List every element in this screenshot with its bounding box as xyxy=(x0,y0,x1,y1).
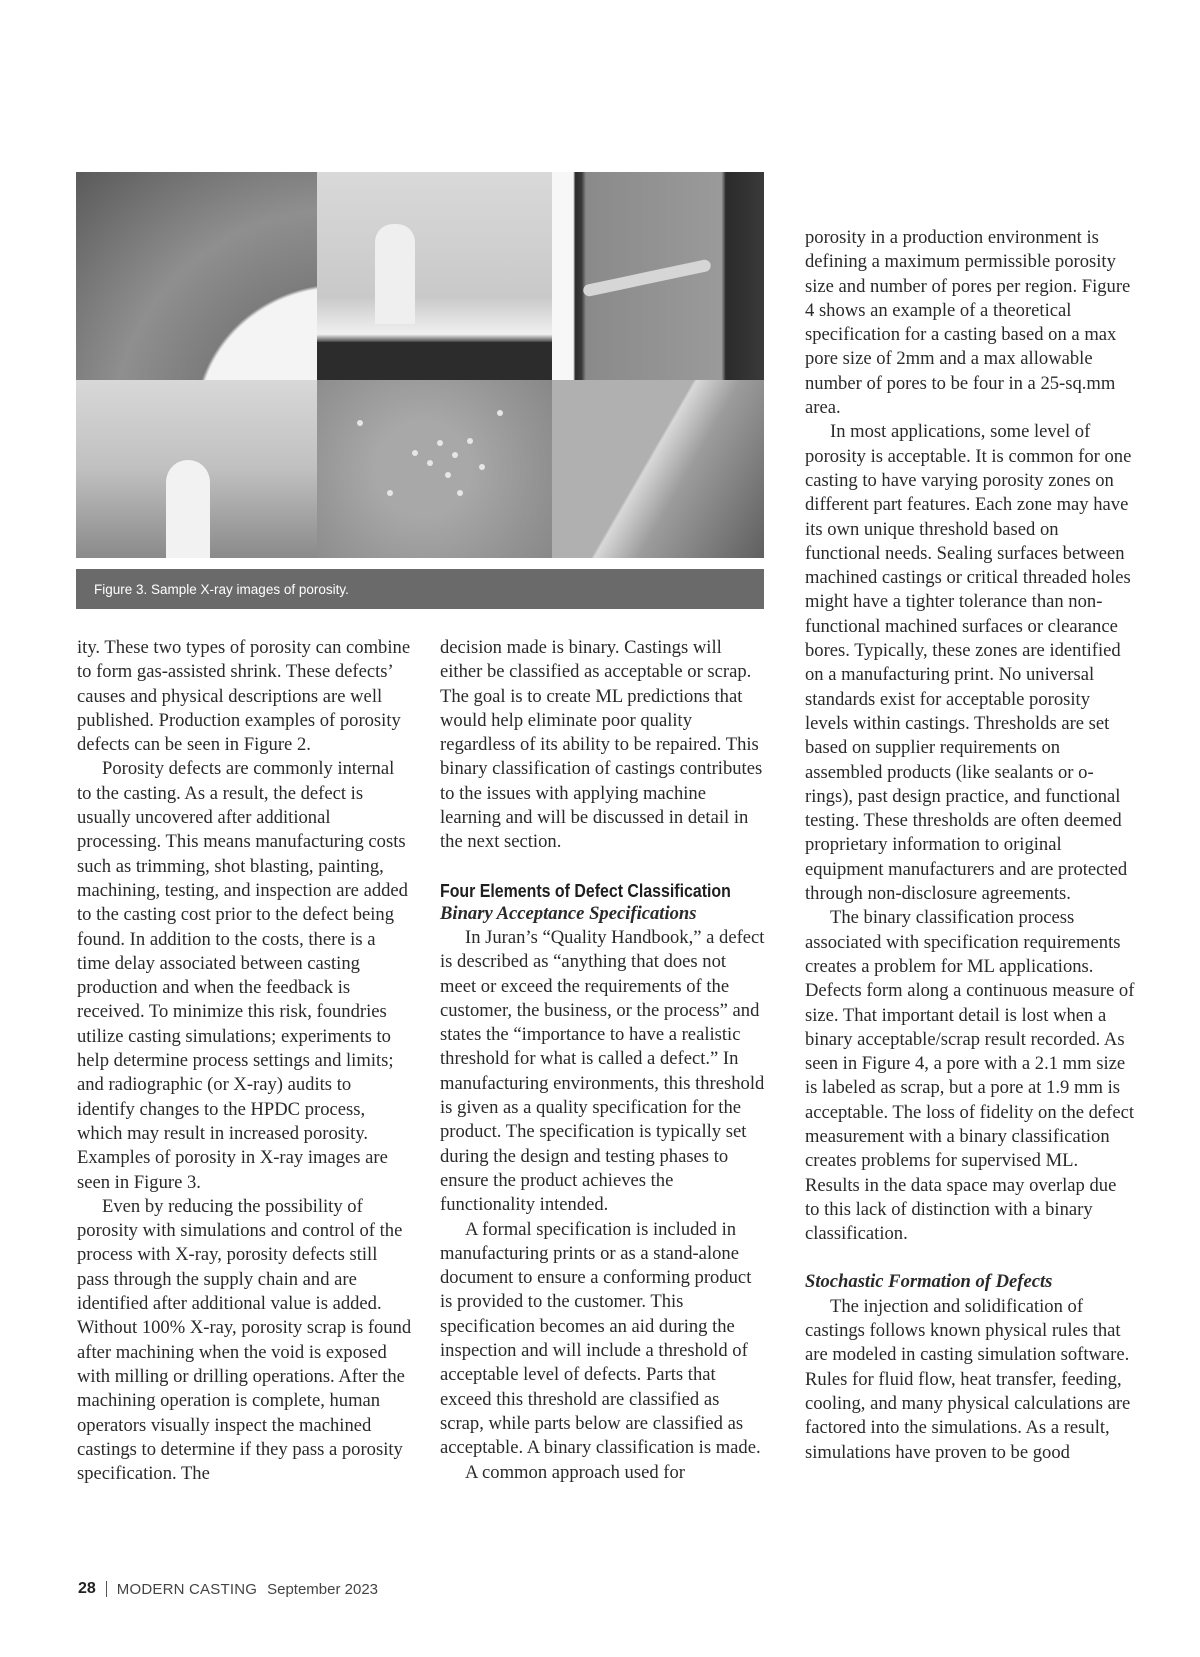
text-column-3 xyxy=(805,226,1135,1465)
issue-date: September 2023 xyxy=(267,1580,379,1598)
subsection-heading: Binary Acceptance Specifications xyxy=(440,902,697,924)
publication-name: MODERN CASTING xyxy=(116,1580,258,1598)
xray-image-2 xyxy=(317,172,552,380)
paragraph: The injection and solidification of castings follows known physical rules that are modeled in casting simulation software. Rules for fluid flow, heat transfer, feeding, cooling, and many physical calculations are factored into the simulations. As a result, simulations have proven to be good xyxy=(805,1295,1131,1463)
xray-image-1 xyxy=(76,172,317,380)
paragraph: The binary classification process associated with specification requirements creates a problem for ML applications. Defects form along a continuous measure of size. That important detail is lost when a binary acceptable/scrap result recorded. As seen in Figure 4, a pore with a 2.1 mm size is labeled as scrap, but a pore at 1.9 mm is acceptable. The loss of fidelity on the defect measurement with a binary classification creates problems for supervised ML. Results in the data space may overlap due to this lack of distinction with a binary classification. xyxy=(805,907,1135,1245)
footer-divider xyxy=(106,1581,107,1597)
paragraph: Porosity defects are commonly internal to the casting. As a result, the defect is usually uncovered after additional processing. This means manufacturing costs such as trimming, shot blasting, painting, machining, testing, and inspection are added to the casting cost prior to the defect being found. In addition to the costs, there is a time delay associated between casting production and when the feedback is received. To minimize this risk, foundries utilize casting simulations; experiments to help determine process settings and limits; and radiographic (or X-ray) audits to identify changes to the HPDC process, which may result in increased porosity. Examples of porosity in X-ray images are seen in Figure 3. xyxy=(77,758,408,1193)
xray-image-5 xyxy=(317,380,552,558)
section-heading: Four Elements of Defect Classification xyxy=(440,879,731,901)
paragraph: In most applications, some level of porosity is acceptable. It is common for one casting to have varying porosity zones on different part features. Each zone may have its own unique threshold based on functional needs. Sealing surfaces between machined castings or critical threaded holes might have a tighter tolerance than non-functional machined surfaces or clearance bores. Typically, these zones are identified on a manufacturing print. No universal standards exist for acceptable porosity levels within castings. Thresholds are set based on supplier requirements on assembled products (like sealants or o-rings), past design practice, and functional testing. These thresholds are often deemed proprietary information to original equipment manufacturers and are protected through non-disclosure agreements. xyxy=(805,421,1132,905)
paragraph: In Juran’s “Quality Handbook,” a defect is described as “anything that does not meet or exceed the requirements of the customer, the business, or the process” and states the “importance to have a realistic threshold for what is called a defect.” In manufacturing environments, this threshold is given as a quality specification for the product. The specification is typically set during the design and testing phases to ensure the product achieves the functionality intended. xyxy=(440,926,765,1216)
paragraph: Even by reducing the possibility of porosity with simulations and control of the process with X-ray, porosity defects still pass through the supply chain and are identified after additional value is added. Without 100% X-ray, porosity scrap is found after machining when the void is exposed with milling or drilling operations. After the machining operation is complete, human operators visually inspect the machined castings to determine if they pass a porosity specification. The xyxy=(77,1195,412,1485)
paragraph: porosity in a production environment is defining a maximum permissible porosity size and number of pores per region. Figure 4 shows an example of a theoretical specification for a casting based on a max pore size of 2mm and a max allowable number of pores to be four in a 25-sq.mm area. xyxy=(805,227,1131,419)
paragraph: decision made is binary. Castings will either be classified as acceptable or scrap. The goal is to create ML predictions that would help eliminate poor quality regardless of its ability to be repaired. This binary classification of castings contributes to the issues with applying machine learning and will be discussed in detail in the next section. xyxy=(440,637,763,853)
page-number: 28 xyxy=(78,1580,96,1597)
figure-xray-collage xyxy=(76,172,764,558)
xray-image-4 xyxy=(76,380,317,558)
figure-caption-text: Figure 3. Sample X-ray images of porosity. xyxy=(94,581,349,597)
paragraph: ity. These two types of porosity can combine to form gas-assisted shrink. These defects’ causes and physical descriptions are well published. Production examples of porosity defects can be seen in Figure 2. xyxy=(77,637,411,756)
page-footer xyxy=(78,1580,378,1598)
figure-caption xyxy=(76,569,764,609)
text-column-1 xyxy=(77,636,412,1486)
text-column-2 xyxy=(440,636,765,1485)
subsection-heading: Stochastic Formation of Defects xyxy=(805,1271,1053,1293)
xray-image-6 xyxy=(552,380,764,558)
xray-image-3 xyxy=(552,172,764,380)
paragraph: A formal specification is included in manufacturing prints or as a stand-alone document to ensure a conforming product is provided to the customer. This specification becomes an aid during the inspection and will include a threshold of acceptable level of defects. Parts that exceed this threshold are classified as scrap, while parts below are classified as acceptable. A binary classification is made. xyxy=(440,1218,761,1459)
paragraph: A common approach used for xyxy=(465,1461,685,1483)
